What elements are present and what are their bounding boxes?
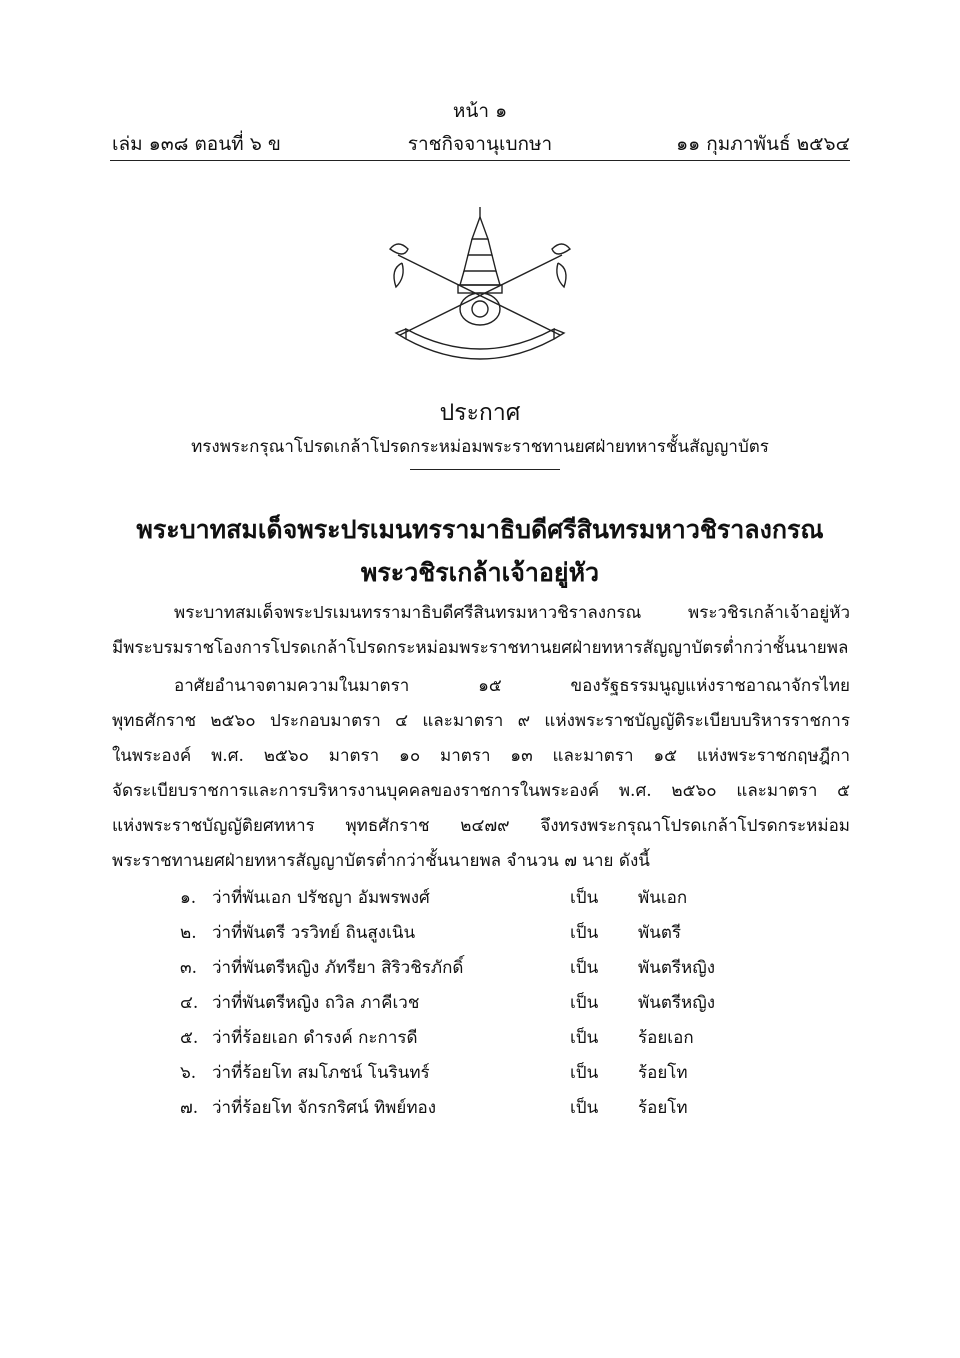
paragraph-line: อาศัยอำนาจตามความในมาตรา ๑๕ ของรัฐธรรมนูญแห่งราชอาณาจักรไทย	[174, 676, 850, 696]
appointment-verb: เป็น	[570, 923, 599, 943]
paragraph-line: พุทธศักราช ๒๕๖๐ ประกอบมาตรา ๔ และมาตรา ๙ แห่งพระราชบัญญัติระเบียบบริหารราชการ	[112, 711, 850, 731]
list-item	[0, 1055, 960, 1090]
king-name-line2: พระวชิรเกล้าเจ้าอยู่หัว	[360, 558, 600, 587]
appointment-verb: เป็น	[570, 1098, 599, 1118]
king-name-line1: พระบาทสมเด็จพระปรเมนทรรามาธิบดีศรีสินทรมหาวชิราลงกรณ	[136, 515, 824, 544]
list-item	[0, 880, 960, 915]
list-item	[0, 915, 960, 950]
gazette-volume: เล่ม ๑๓๘ ตอนที่ ๖ ข	[112, 133, 281, 155]
list-item	[0, 985, 960, 1020]
paragraph-legal-basis	[112, 669, 850, 879]
list-item	[0, 950, 960, 985]
officer-name: ว่าที่พันตรีหญิง ภัทรียา สิริวชิรภักดิ์	[212, 958, 464, 978]
paragraph-line: พระราชทานยศฝ่ายทหารสัญญาบัตรต่ำกว่าชั้นนายพล จำนวน ๗ นาย ดังนี้	[112, 851, 650, 871]
item-number: ๔.	[180, 993, 199, 1013]
item-number: ๒.	[180, 923, 197, 943]
list-item	[0, 1090, 960, 1125]
new-rank: ร้อยโท	[638, 1063, 688, 1083]
appointment-verb: เป็น	[570, 888, 599, 908]
paragraph-line: จัดระเบียบราชการและการบริหารงานบุคคลของราชการในพระองค์ พ.ศ. ๒๕๖๐ และมาตรา ๕	[112, 781, 850, 801]
title-divider	[410, 469, 560, 470]
paragraph-royal-command	[112, 596, 850, 666]
item-number: ๖.	[180, 1063, 197, 1083]
announcement-title: ประกาศ	[439, 400, 521, 426]
page-number: หน้า ๑	[452, 100, 508, 122]
officer-name: ว่าที่พันเอก ปรัชญา อัมพรพงศ์	[212, 888, 430, 908]
item-number: ๑.	[180, 888, 197, 908]
paragraph-line: ในพระองค์ พ.ศ. ๒๕๖๐ มาตรา ๑๐ มาตรา ๑๓ และมาตรา ๑๕ แห่งพระราชกฤษฎีกา	[112, 746, 850, 766]
header-divider	[110, 160, 850, 161]
new-rank: พันตรีหญิง	[638, 958, 715, 978]
item-number: ๓.	[180, 958, 198, 978]
gazette-date: ๑๑ กุมภาพันธ์ ๒๕๖๔	[676, 133, 850, 155]
list-item	[0, 1020, 960, 1055]
officer-name: ว่าที่พันตรีหญิง ถวิล ภาคีเวช	[212, 993, 420, 1013]
paragraph-line: มีพระบรมราชโองการโปรดเกล้าโปรดกระหม่อมพระราชทานยศฝ่ายทหารสัญญาบัตรต่ำกว่าชั้นนายพล	[112, 638, 849, 658]
new-rank: พันตรีหญิง	[638, 993, 715, 1013]
officer-name: ว่าที่ร้อยโท สมโภชน์ โนรินทร์	[212, 1063, 430, 1083]
new-rank: พันตรี	[638, 923, 681, 943]
officer-name: ว่าที่พันตรี วรวิทย์ ถินสูงเนิน	[212, 923, 416, 943]
new-rank: ร้อยโท	[638, 1098, 688, 1118]
appointment-verb: เป็น	[570, 1063, 599, 1083]
paragraph-line: แห่งพระราชบัญญัติยศทหาร พุทธศักราช ๒๔๗๙ จึงทรงพระกรุณาโปรดเกล้าโปรดกระหม่อม	[112, 816, 850, 836]
appointment-list	[0, 880, 960, 1125]
appointment-verb: เป็น	[570, 993, 599, 1013]
royal-cipher-emblem-icon	[380, 205, 580, 365]
gazette-name: ราชกิจจานุเบกษา	[407, 133, 553, 155]
item-number: ๕.	[180, 1028, 199, 1048]
paragraph-line: พระบาทสมเด็จพระปรเมนทรรามาธิบดีศรีสินทรมหาวชิราลงกรณ พระวชิรเกล้าเจ้าอยู่หัว	[174, 603, 850, 623]
appointment-verb: เป็น	[570, 958, 599, 978]
item-number: ๗.	[180, 1098, 199, 1118]
appointment-verb: เป็น	[570, 1028, 599, 1048]
new-rank: พันเอก	[638, 888, 688, 908]
officer-name: ว่าที่ร้อยโท จักรกริศน์ ทิพย์ทอง	[212, 1098, 437, 1118]
new-rank: ร้อยเอก	[638, 1028, 694, 1048]
announcement-subtitle: ทรงพระกรุณาโปรดเกล้าโปรดกระหม่อมพระราชทานยศฝ่ายทหารชั้นสัญญาบัตร	[191, 437, 769, 457]
officer-name: ว่าที่ร้อยเอก ดำรงค์ กะการดี	[212, 1028, 418, 1048]
